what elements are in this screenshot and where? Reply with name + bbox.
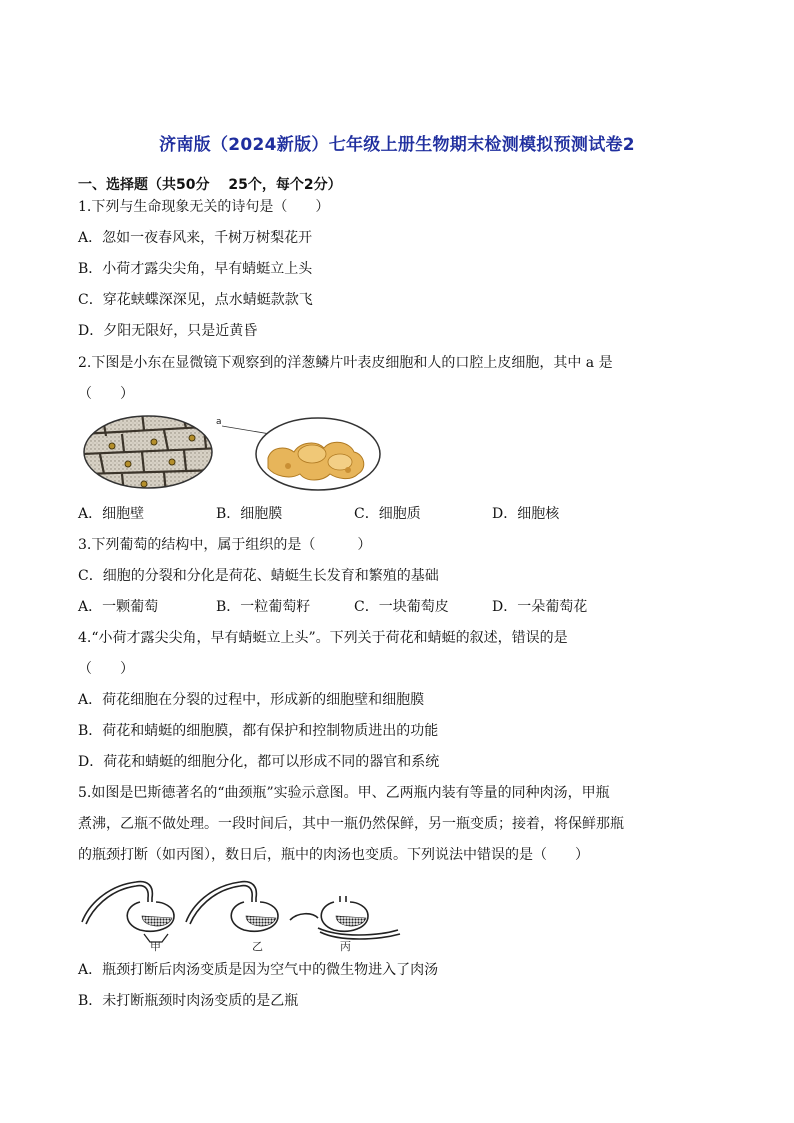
q1-option-a: A．忽如一夜春风来，千树万树梨花开 <box>78 230 313 246</box>
q2-option-a: A．细胞壁 <box>78 506 145 522</box>
q4-option-d: D．荷花和蜻蜓的细胞分化，都可以形成不同的器官和系统 <box>78 754 440 770</box>
q2-paren: （ ） <box>78 386 134 402</box>
q5-option-b: B．未打断瓶颈时肉汤变质的是乙瓶 <box>78 993 299 1009</box>
q1-option-c: C．穿花蛱蝶深深见，点水蜻蜓款款飞 <box>78 292 313 308</box>
onion-epidermis-image <box>82 412 222 494</box>
cell-micrograph-figure <box>82 412 392 494</box>
flask-label-jia: 甲 <box>150 940 161 952</box>
q3-option-b: B．一粒葡萄籽 <box>216 599 311 615</box>
q3-option-d: D．一朵葡萄花 <box>492 599 588 615</box>
q2-option-c: C．细胞质 <box>354 506 421 522</box>
q2-option-b: B．细胞膜 <box>216 506 283 522</box>
q1-stem: 1.下列与生命现象无关的诗句是（ ） <box>78 199 330 215</box>
q5-option-a: A．瓶颈打断后肉汤变质是因为空气中的微生物进入了肉汤 <box>78 962 439 978</box>
q4-paren: （ ） <box>78 661 134 677</box>
q2-stem: 2.下图是小东在显微镜下观察到的洋葱鳞片叶表皮细胞和人的口腔上皮细胞，其中 a 是 <box>78 355 613 371</box>
section-heading: 一、选择题（共50分 25个，每个2分） <box>78 177 342 193</box>
q3-option-a: A．一颗葡萄 <box>78 599 159 615</box>
q4-option-a: A．荷花细胞在分裂的过程中，形成新的细胞壁和细胞膜 <box>78 692 425 708</box>
page-title: 济南版（2024新版）七年级上册生物期末检测模拟预测试卷2 <box>159 135 635 155</box>
q2-option-d: D．细胞核 <box>492 506 560 522</box>
q5-line-1: 5.如图是巴斯德著名的“曲颈瓶”实验示意图。甲、乙两瓶内装有等量的同种肉汤，甲瓶 <box>78 785 610 801</box>
flask-label-yi: 乙 <box>252 940 263 952</box>
q1-option-d: D．夕阳无限好，只是近黄昏 <box>78 323 258 339</box>
swan-neck-flask-figure <box>78 876 408 952</box>
figure-label-a: a <box>216 417 222 427</box>
q4-option-b: B．荷花和蜻蜓的细胞膜，都有保护和控制物质进出的功能 <box>78 723 439 739</box>
q3-stem: 3.下列葡萄的结构中，属于组织的是（ ） <box>78 537 372 553</box>
cheek-cells-image <box>268 442 364 480</box>
q3-extra-line: C．细胞的分裂和分化是荷花、蜻蜓生长发育和繁殖的基础 <box>78 568 439 584</box>
flask-label-bing: 丙 <box>340 940 351 952</box>
q4-stem: 4.“小荷才露尖尖角，早有蜻蜓立上头”。下列关于荷花和蜻蜓的叙述，错误的是 <box>78 630 568 646</box>
q3-option-c: C．一块葡萄皮 <box>354 599 449 615</box>
q5-line-2: 煮沸，乙瓶不做处理。一段时间后，其中一瓶仍然保鲜，另一瓶变质；接着，将保鲜那瓶 <box>78 816 624 832</box>
q5-line-3: 的瓶颈打断（如丙图），数日后，瓶中的肉汤也变质。下列说法中错误的是（ ） <box>78 847 589 863</box>
q1-option-b: B．小荷才露尖尖角，早有蜻蜓立上头 <box>78 261 313 277</box>
